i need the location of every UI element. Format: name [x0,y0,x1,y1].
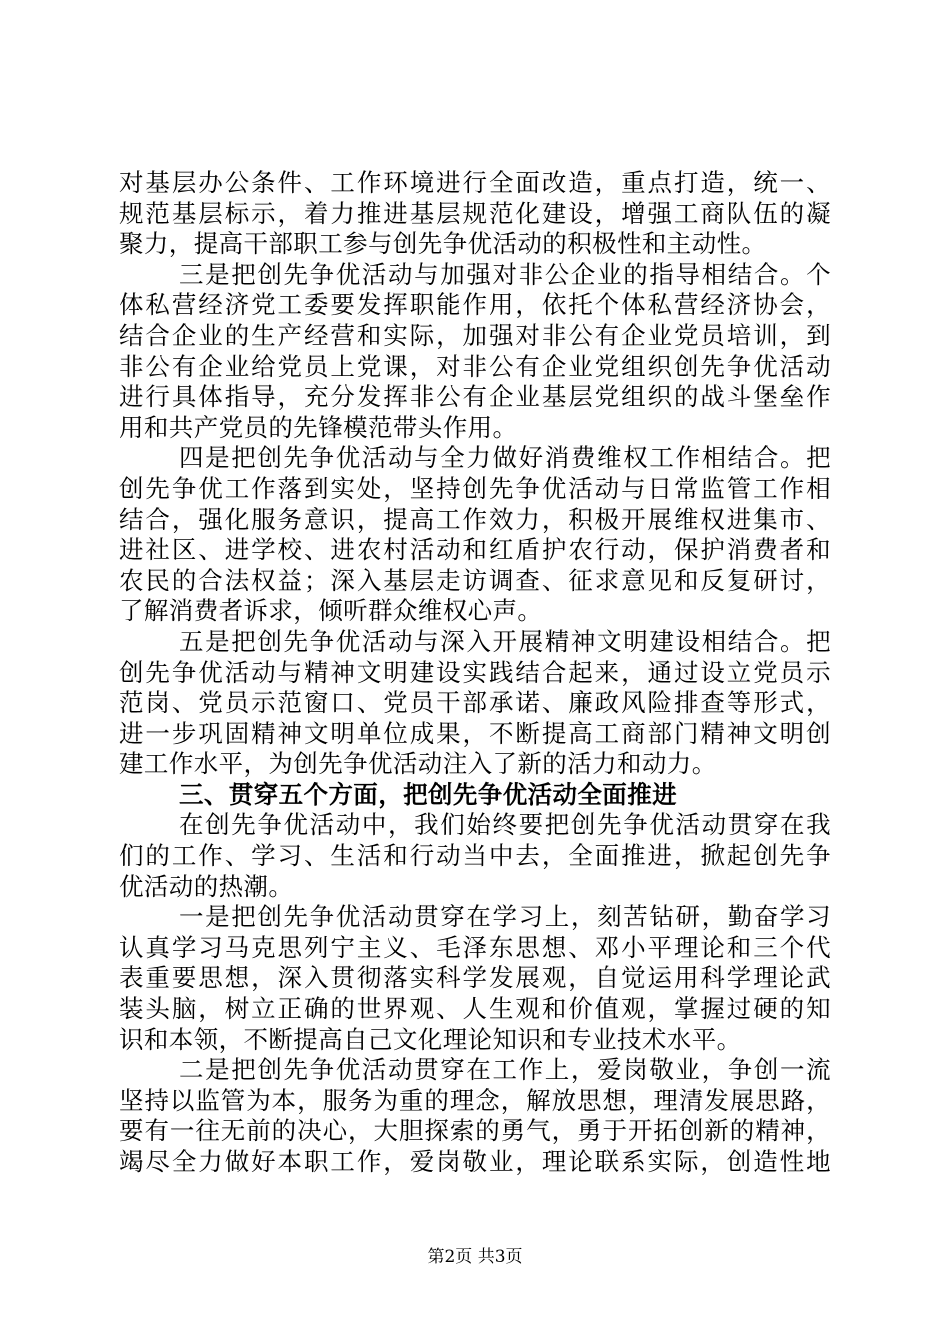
text-line: 优活动的热潮。 [119,871,294,901]
text-line: 五是把创先争优活动与深入开展精神文明建设相结合。把 [179,626,831,656]
text-line: 三是把创先争优活动与加强对非公企业的指导相结合。个 [179,259,831,289]
text-line: 创先争优工作落到实处，坚持创先争优活动与日常监管工作相 [119,473,831,503]
document-body [119,168,831,1178]
text-line: 体私营经济党工委要发挥职能作用，依托个体私营经济协会， [119,290,831,320]
text-line: 进一步巩固精神文明单位成果，不断提高工商部门精神文明创 [119,718,831,748]
text-line: 用和共产党员的先锋模范带头作用。 [119,412,518,442]
text-line: 认真学习马克思列宁主义、毛泽东思想、邓小平理论和三个代 [119,932,831,962]
text-line: 装头脑，树立正确的世界观、人生观和价值观，掌握过硬的知 [119,994,831,1024]
text-line: 二是把创先争优活动贯穿在工作上，爱岗敬业，争创一流 [179,1055,831,1085]
text-line: 对基层办公条件、工作环境进行全面改造，重点打造，统一、 [119,168,831,197]
text-line: 规范基层标示，着力推进基层规范化建设，增强工商队伍的凝 [119,198,831,228]
text-line: 一是把创先争优活动贯穿在学习上，刻苦钻研，勤奋学习 [179,902,831,932]
text-line: 结合，强化服务意识，提高工作效力，积极开展维权进集市、 [119,504,831,534]
text-line: 要有一往无前的决心，大胆探索的勇气，勇于开拓创新的精神， [119,1116,831,1146]
text-line: 创先争优活动与精神文明建设实践结合起来，通过设立党员示 [119,657,831,687]
text-line: 四是把创先争优活动与全力做好消费维权工作相结合。把 [179,443,831,473]
text-line: 结合企业的生产经营和实际，加强对非公有企业党员培训，到 [119,320,831,350]
text-line: 在创先争优活动中，我们始终要把创先争优活动贯穿在我 [179,810,831,840]
text-line: 竭尽全力做好本职工作，爱岗敬业，理论联系实际，创造性地 [119,1147,831,1176]
text-line: 了解消费者诉求，倾听群众维权心声。 [119,596,543,626]
text-line: 识和本领，不断提高自己文化理论知识和专业技术水平。 [119,1024,742,1054]
text-line: 建工作水平，为创先争优活动注入了新的活力和动力。 [119,749,717,779]
text-line: 们的工作、学习、生活和行动当中去，全面推进，掀起创先争 [119,841,831,871]
text-line: 范岗、党员示范窗口、党员干部承诺、廉政风险排查等形式， [119,688,831,718]
section-heading: 三、贯穿五个方面，把创先争优活动全面推进 [179,779,677,809]
page-footer: 第2页 共3页 [427,1247,523,1267]
text-line: 农民的合法权益；深入基层走访调查、征求意见和反复研讨， [119,565,831,595]
text-line: 非公有企业给党员上党课，对非公有企业党组织创先争优活动 [119,351,831,381]
text-line: 进社区、进学校、进农村活动和红盾护农行动，保护消费者和 [119,535,831,565]
text-line: 表重要思想，深入贯彻落实科学发展观，自觉运用科学理论武 [119,963,831,993]
text-line: 坚持以监管为本，服务为重的理念，解放思想，理清发展思路， [119,1085,831,1115]
text-line: 进行具体指导，充分发挥非公有企业基层党组织的战斗堡垒作 [119,382,831,412]
text-line: 聚力，提高干部职工参与创先争优活动的积极性和主动性。 [119,229,767,259]
